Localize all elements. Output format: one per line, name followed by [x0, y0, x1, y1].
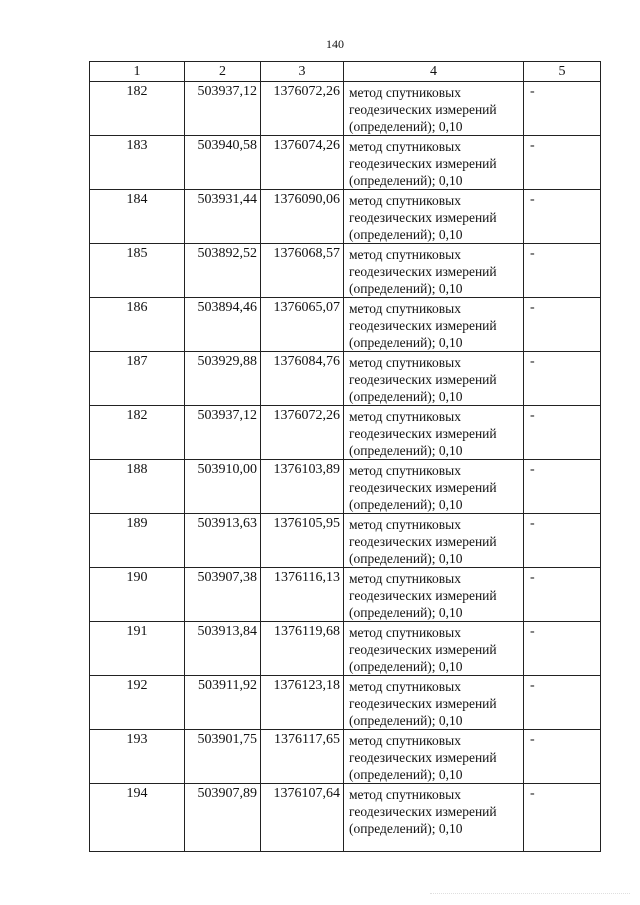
note-cell: -: [524, 460, 601, 514]
x-coordinate-cell: 503940,58: [185, 136, 261, 190]
table-row: [90, 784, 601, 852]
method-text-line: метод спутниковых: [349, 787, 461, 802]
method-text-line: метод спутниковых: [349, 571, 461, 586]
point-number-cell: 186: [90, 298, 185, 352]
method-text-line: геодезических измерений: [349, 264, 497, 279]
method-cell: [344, 352, 524, 406]
note-cell: -: [524, 190, 601, 244]
point-number-cell: 194: [90, 784, 185, 852]
table-row: [90, 190, 601, 244]
method-text-line: (определений); 0,10: [349, 335, 463, 350]
method-text-line: метод спутниковых: [349, 517, 461, 532]
y-coordinate-cell: 1376084,76: [261, 352, 344, 406]
note-cell: -: [524, 622, 601, 676]
y-coordinate-cell: 1376105,95: [261, 514, 344, 568]
method-text-line: геодезических измерений: [349, 426, 497, 441]
method-text-line: метод спутниковых: [349, 409, 461, 424]
note-cell: -: [524, 568, 601, 622]
note-cell: -: [524, 82, 601, 136]
y-coordinate-cell: 1376117,65: [261, 730, 344, 784]
x-coordinate-cell: 503892,52: [185, 244, 261, 298]
note-cell: -: [524, 730, 601, 784]
x-coordinate-cell: 503907,89: [185, 784, 261, 852]
method-text-line: метод спутниковых: [349, 625, 461, 640]
header-col-2: 2: [185, 62, 261, 82]
note-cell: -: [524, 352, 601, 406]
point-number-cell: 185: [90, 244, 185, 298]
table-header-row: [90, 62, 601, 82]
x-coordinate-cell: 503911,92: [185, 676, 261, 730]
method-text-line: метод спутниковых: [349, 463, 461, 478]
method-text-line: метод спутниковых: [349, 733, 461, 748]
method-cell: [344, 244, 524, 298]
method-text-line: геодезических измерений: [349, 210, 497, 225]
x-coordinate-cell: 503937,12: [185, 406, 261, 460]
note-cell: -: [524, 244, 601, 298]
table-row: [90, 298, 601, 352]
y-coordinate-cell: 1376072,26: [261, 82, 344, 136]
method-text-line: (определений); 0,10: [349, 767, 463, 782]
method-text-line: (определений); 0,10: [349, 281, 463, 296]
table-row: [90, 406, 601, 460]
table-row: [90, 730, 601, 784]
x-coordinate-cell: 503931,44: [185, 190, 261, 244]
page-number: 140: [326, 37, 344, 51]
y-coordinate-cell: 1376072,26: [261, 406, 344, 460]
method-cell: [344, 298, 524, 352]
y-coordinate-cell: 1376123,18: [261, 676, 344, 730]
x-coordinate-cell: 503907,38: [185, 568, 261, 622]
scan-artifact: [430, 893, 630, 900]
method-text-line: геодезических измерений: [349, 642, 497, 657]
method-cell: [344, 568, 524, 622]
point-number-cell: 182: [90, 406, 185, 460]
x-coordinate-cell: 503937,12: [185, 82, 261, 136]
method-text-line: (определений); 0,10: [349, 227, 463, 242]
header-col-5: 5: [524, 62, 601, 82]
table-row: [90, 568, 601, 622]
method-cell: [344, 136, 524, 190]
method-text-line: метод спутниковых: [349, 679, 461, 694]
table-row: [90, 622, 601, 676]
method-text-line: метод спутниковых: [349, 139, 461, 154]
method-text-line: (определений); 0,10: [349, 389, 463, 404]
note-cell: -: [524, 406, 601, 460]
table-row: [90, 676, 601, 730]
method-text-line: (определений); 0,10: [349, 605, 463, 620]
method-text-line: геодезических измерений: [349, 750, 497, 765]
method-text-line: (определений); 0,10: [349, 659, 463, 674]
method-text-line: геодезических измерений: [349, 480, 497, 495]
note-cell: -: [524, 784, 601, 852]
table-row: [90, 82, 601, 136]
y-coordinate-cell: 1376119,68: [261, 622, 344, 676]
method-cell: [344, 460, 524, 514]
y-coordinate-cell: 1376068,57: [261, 244, 344, 298]
x-coordinate-cell: 503910,00: [185, 460, 261, 514]
method-text-line: (определений); 0,10: [349, 821, 463, 836]
method-text-line: метод спутниковых: [349, 247, 461, 262]
x-coordinate-cell: 503913,63: [185, 514, 261, 568]
table-row: [90, 352, 601, 406]
y-coordinate-cell: 1376103,89: [261, 460, 344, 514]
point-number-cell: 191: [90, 622, 185, 676]
method-text-line: метод спутниковых: [349, 355, 461, 370]
method-cell: [344, 622, 524, 676]
method-cell: [344, 514, 524, 568]
y-coordinate-cell: 1376116,13: [261, 568, 344, 622]
x-coordinate-cell: 503929,88: [185, 352, 261, 406]
point-number-cell: 189: [90, 514, 185, 568]
point-number-cell: 187: [90, 352, 185, 406]
method-text-line: метод спутниковых: [349, 301, 461, 316]
table-row: [90, 514, 601, 568]
table-body: [90, 82, 601, 852]
header-col-3: 3: [261, 62, 344, 82]
note-cell: -: [524, 136, 601, 190]
method-text-line: (определений); 0,10: [349, 119, 463, 134]
method-text-line: (определений); 0,10: [349, 497, 463, 512]
x-coordinate-cell: 503894,46: [185, 298, 261, 352]
y-coordinate-cell: 1376074,26: [261, 136, 344, 190]
table-row: [90, 244, 601, 298]
method-text-line: геодезических измерений: [349, 588, 497, 603]
method-text-line: метод спутниковых: [349, 193, 461, 208]
method-cell: [344, 784, 524, 852]
y-coordinate-cell: 1376090,06: [261, 190, 344, 244]
note-cell: -: [524, 514, 601, 568]
table-row: [90, 136, 601, 190]
method-text-line: (определений); 0,10: [349, 443, 463, 458]
point-number-cell: 193: [90, 730, 185, 784]
method-text-line: геодезических измерений: [349, 372, 497, 387]
method-text-line: геодезических измерений: [349, 534, 497, 549]
method-text-line: (определений); 0,10: [349, 173, 463, 188]
table-row: [90, 460, 601, 514]
point-number-cell: 190: [90, 568, 185, 622]
method-cell: [344, 406, 524, 460]
note-cell: -: [524, 676, 601, 730]
point-number-cell: 184: [90, 190, 185, 244]
y-coordinate-cell: 1376107,64: [261, 784, 344, 852]
method-cell: [344, 730, 524, 784]
coordinates-table: [89, 61, 601, 852]
method-text-line: геодезических измерений: [349, 102, 497, 117]
method-text-line: (определений); 0,10: [349, 713, 463, 728]
header-col-4: 4: [344, 62, 524, 82]
method-text-line: геодезических измерений: [349, 156, 497, 171]
method-text-line: метод спутниковых: [349, 85, 461, 100]
method-text-line: геодезических измерений: [349, 804, 497, 819]
method-cell: [344, 190, 524, 244]
header-col-1: 1: [90, 62, 185, 82]
x-coordinate-cell: 503901,75: [185, 730, 261, 784]
x-coordinate-cell: 503913,84: [185, 622, 261, 676]
point-number-cell: 192: [90, 676, 185, 730]
note-cell: -: [524, 298, 601, 352]
point-number-cell: 188: [90, 460, 185, 514]
method-text-line: (определений); 0,10: [349, 551, 463, 566]
point-number-cell: 182: [90, 82, 185, 136]
method-text-line: геодезических измерений: [349, 318, 497, 333]
point-number-cell: 183: [90, 136, 185, 190]
method-cell: [344, 676, 524, 730]
method-text-line: геодезических измерений: [349, 696, 497, 711]
y-coordinate-cell: 1376065,07: [261, 298, 344, 352]
method-cell: [344, 82, 524, 136]
